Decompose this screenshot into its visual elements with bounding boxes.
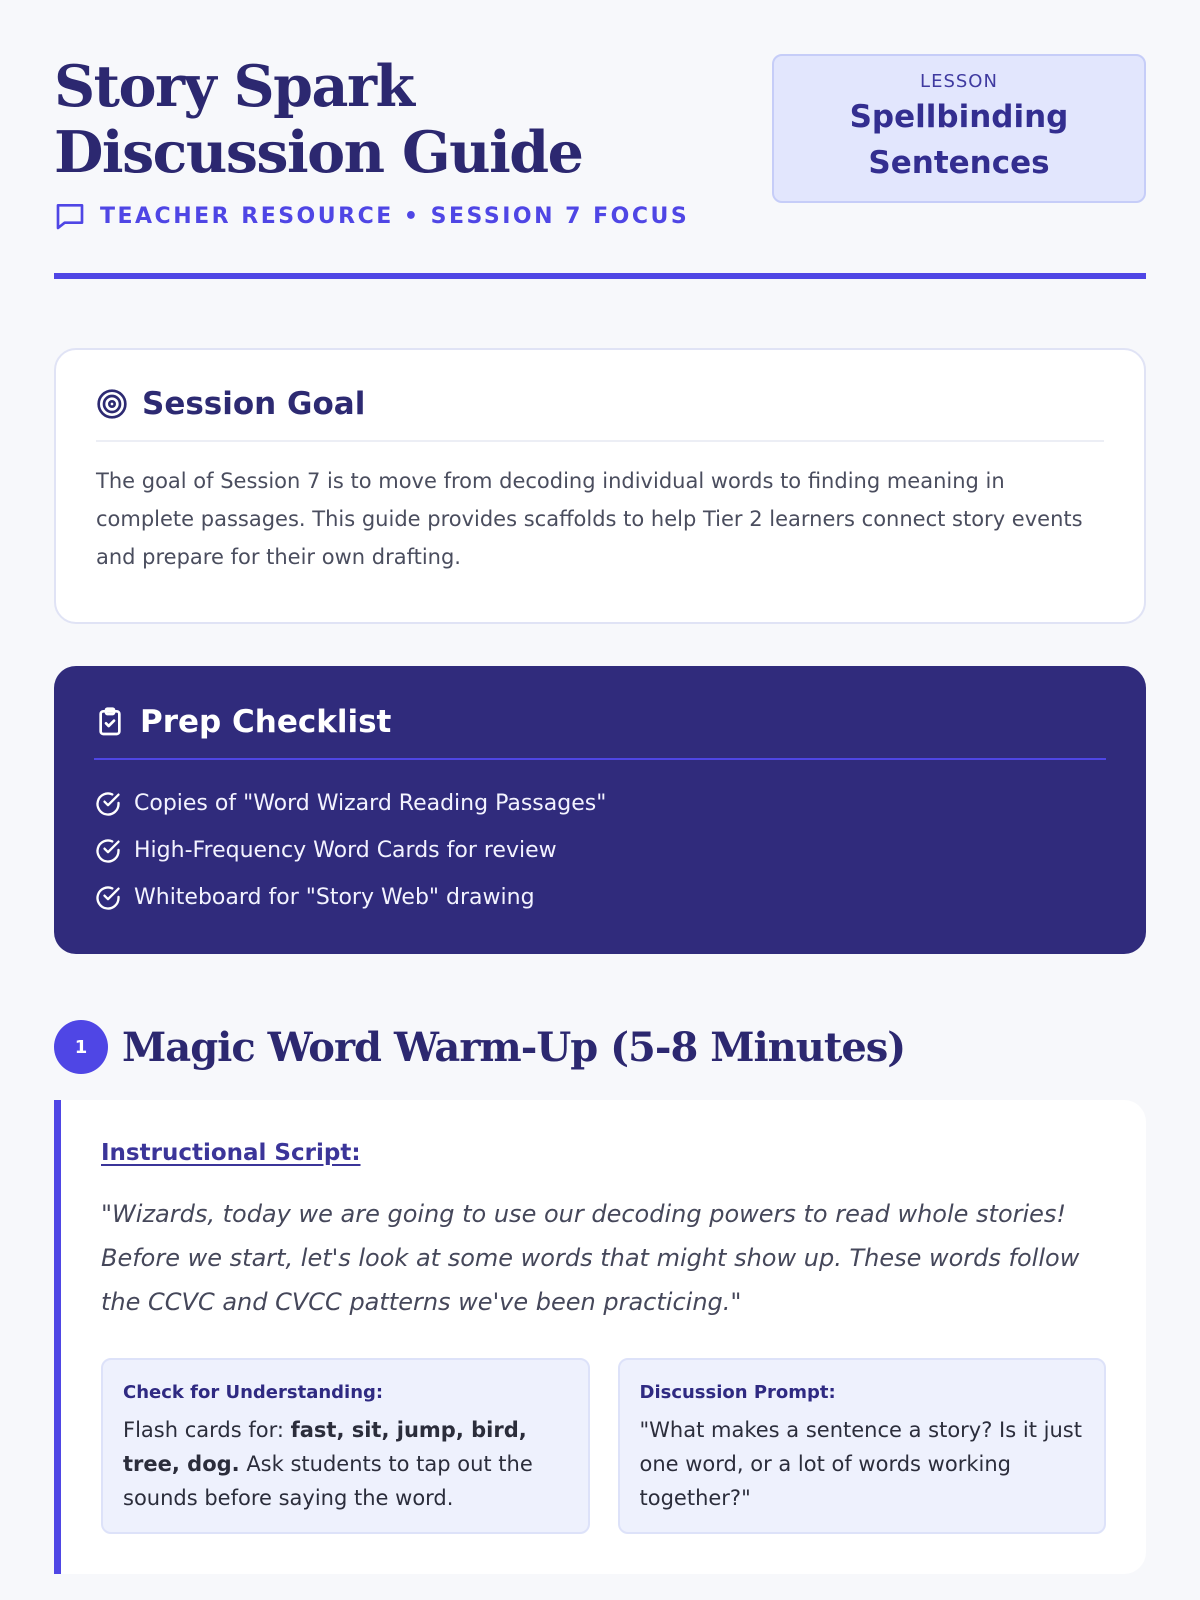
divider [94, 758, 1106, 760]
info-boxes [101, 1358, 1106, 1534]
section-1-header [54, 1020, 905, 1074]
session-goal-card [54, 348, 1146, 624]
prep-checklist-title: Prep Checklist [140, 704, 392, 740]
discussion-prompt-text: "What makes a sentence a story? Is it just one word, or a lot of words working together?" [639, 1418, 1082, 1510]
checklist-item-label: High-Frequency Word Cards for review [134, 838, 557, 863]
check-circle-icon [94, 790, 122, 818]
flash-card-words: fast, sit, jump, bird, tree, dog. [123, 1418, 527, 1476]
lesson-label: LESSON [920, 71, 998, 92]
discussion-prompt-title: Discussion Prompt: [639, 1382, 836, 1403]
checklist-item-label: Whiteboard for "Story Web" drawing [134, 885, 535, 910]
subtitle-text: TEACHER RESOURCE • SESSION 7 FOCUS [100, 203, 690, 229]
check-prefix: Flash cards for: [123, 1418, 291, 1442]
page-title: Story Spark Discussion Guide [54, 53, 583, 186]
step-number-badge: 1 [54, 1020, 108, 1074]
checklist-item [94, 827, 1106, 874]
session-goal-title: Session Goal [142, 386, 366, 422]
check-for-understanding-title: Check for Understanding: [123, 1382, 384, 1403]
check-circle-icon [94, 884, 122, 912]
clipboard-check-icon [94, 706, 126, 738]
discussion-prompt-box [618, 1358, 1107, 1534]
lesson-badge [772, 54, 1146, 203]
prep-checklist-card [54, 666, 1146, 954]
session-goal-text: The goal of Session 7 is to move from decoding individual words to finding meaning in complete passages. This guide provides scaffolds to help Tier 2 learners connect story events and prepare for their own drafting. [96, 469, 1083, 569]
section-1-title: Magic Word Warm-Up (5-8 Minutes) [122, 1023, 906, 1071]
header-divider [54, 273, 1146, 279]
check-circle-icon [94, 837, 122, 865]
lesson-name: Spellbinding Sentences [849, 99, 1069, 181]
check-suffix: Ask students to tap out the sounds before saying the word. [123, 1452, 533, 1510]
check-for-understanding-box [101, 1358, 590, 1534]
chat-bubble-icon [54, 200, 86, 232]
prep-checklist-header [94, 704, 1106, 740]
checklist-item [94, 780, 1106, 827]
check-for-understanding-text [123, 1413, 568, 1515]
instructional-script-label: Instructional Script: [101, 1140, 361, 1166]
instructional-script-quote: "Wizards, today we are going to use our decoding powers to read whole stories! Before we start, let's look at some words that might show up. These words follow the CCVC and CVCC patterns we've been practicing." [101, 1200, 1080, 1316]
divider [96, 440, 1104, 442]
target-icon [96, 388, 128, 420]
instructional-script-card [54, 1100, 1146, 1574]
checklist-item-label: Copies of "Word Wizard Reading Passages" [134, 791, 607, 816]
header [54, 0, 1146, 282]
session-goal-header [96, 386, 1104, 422]
checklist-item [94, 874, 1106, 921]
subtitle [54, 200, 689, 232]
